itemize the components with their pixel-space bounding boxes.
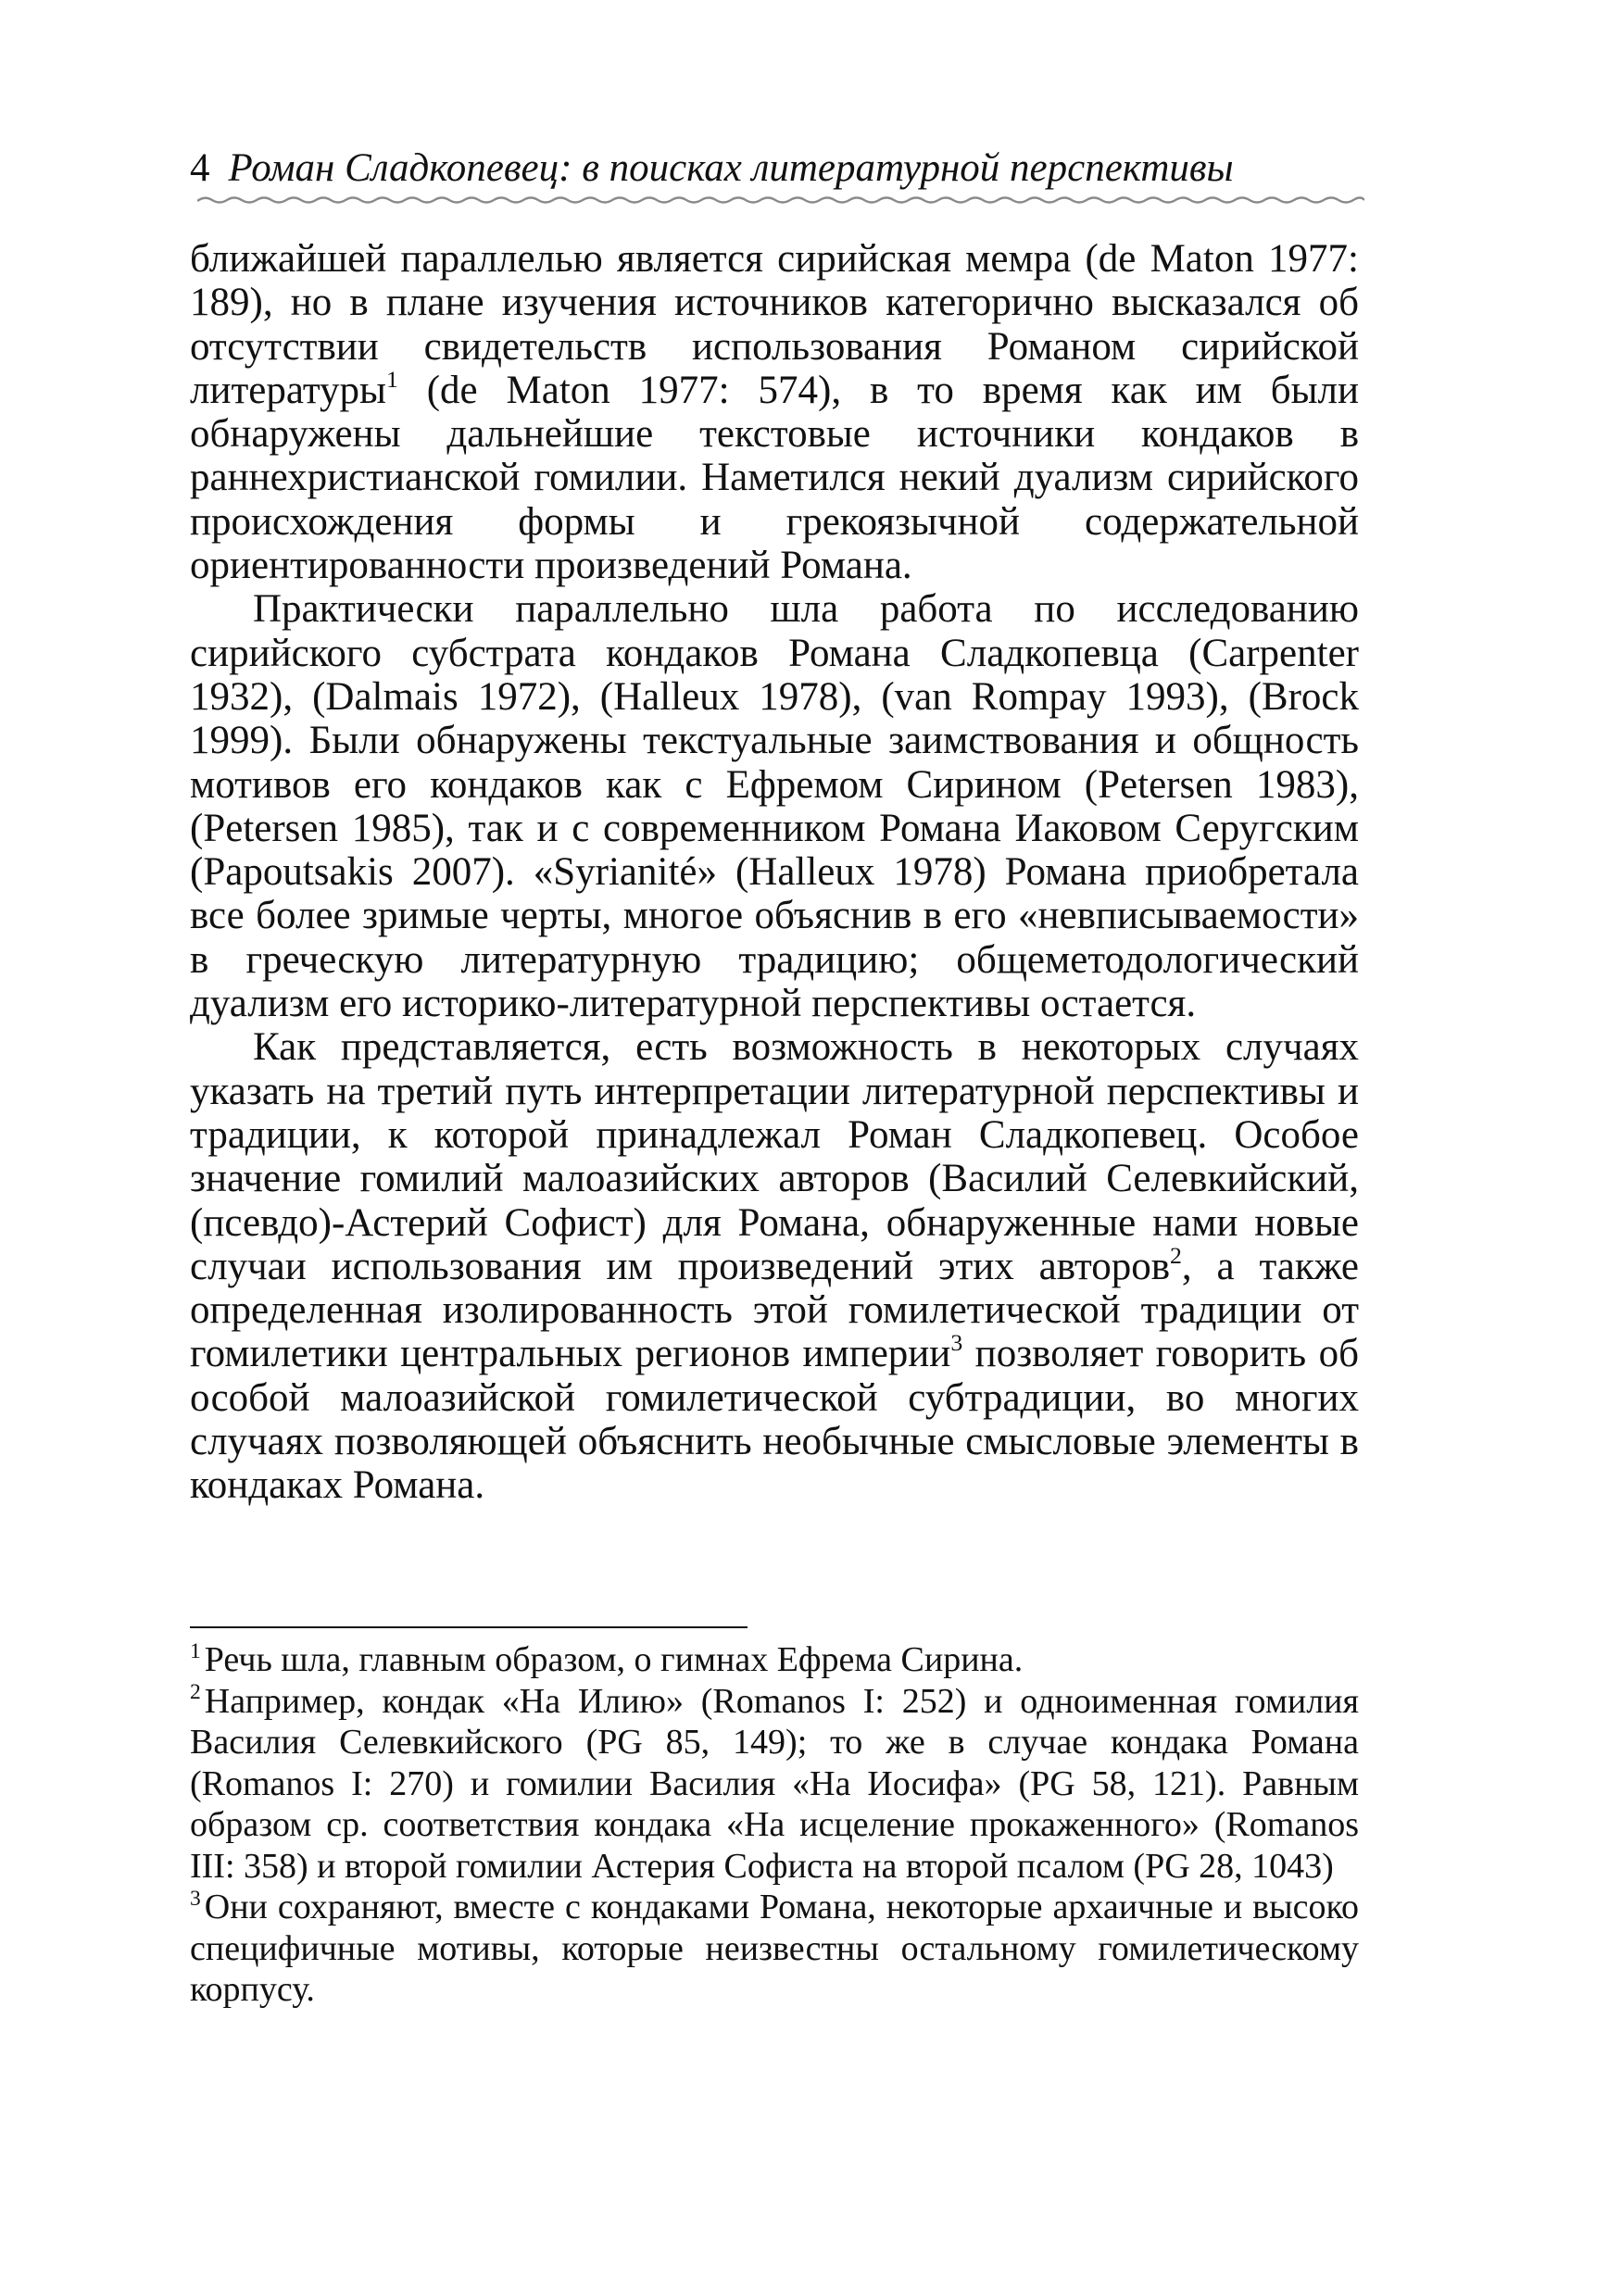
footnotes (190, 1639, 1359, 2011)
footnote-1-number: 1 (190, 1638, 201, 1663)
footnote-3-number: 3 (190, 1886, 201, 1911)
footnote-2 (190, 1681, 1359, 1888)
paragraph-3-part-c: позволяет говорить об особой малоазийской гомилетической субтрадиции, во многих случаях позволяющей объяснить необычные смысловые элементы в кондаках Романа. (190, 1332, 1359, 1508)
footnote-1-text: Речь шла, главным образом, о гимнах Ефрема Сирина. (204, 1640, 1024, 1679)
footnote-ref-2: 2 (1170, 1242, 1182, 1270)
running-header (190, 139, 1357, 198)
running-title: Роман Сладкопевец: в поисках литературной перспективы (228, 146, 1234, 190)
paragraph-1 (190, 237, 1359, 587)
footnote-separator (190, 1626, 748, 1628)
header-ornament-rule (197, 193, 1364, 207)
paragraph-3 (190, 1025, 1359, 1507)
footnote-ref-1: 1 (385, 366, 398, 394)
paragraph-2: Практически параллельно шла работа по исследованию сирийского субстрата кондаков Романа Сладкопевца (Carpenter 1932), (Dalmais 1972), (Halleux 1978), (van Rompay 1993), (Brock 1999). Были обнаружены текстуальные заимствования и общность мотивов его кондаков как с Ефремом Сирином (Petersen 1983), (Petersen 1985), так и с современником Романа Иаковом Серугским (Papoutsakis 2007). «Syrianité» (Halleux 1978) Романа приобретала все более зримые черты, многое объяснив в его «невписываемости» в греческую литературную традицию; общеметодологический дуализм его историко-литературной перспективы остается. (190, 587, 1359, 1026)
paragraph-3-part-a: Как представляется, есть возможность в некоторых случаях указать на третий путь интерпретации литературной перспективы и традиции, к которой принадлежал Роман Сладкопевец. Особое значение гомилий малоазийских авторов (Василий Селевкийский, (псевдо)-Астерий Софист) для Романа, обнаруженные нами новые случаи использования им произведений этих авторов (190, 1025, 1359, 1288)
footnote-2-text: Например, кондак «На Илию» (Romanos I: 252) и одноименная гомилия Василия Селевкийского (PG 85, 149); то же в случае кондака Романа (Romanos I: 270) и гомилии Василия «На Иосифа» (PG 58, 121). Равным образом ср. соответствия кондака «На исцеление прокаженного» (Romanos III: 358) и второй гомилии Астерия Софиста на второй псалом (PG 28, 1043) (190, 1681, 1359, 1886)
paragraph-1-part-b: (de Maton 1977: 574), в то время как им были обнаружены дальнейшие текстовые источники кондаков в раннехристианской гомилии. Наметился некий дуализм сирийского происхождения формы и грекоязычной содержательной ориентированности произведений Романа. (190, 368, 1359, 588)
main-text (190, 237, 1359, 1508)
footnote-1 (190, 1639, 1359, 1681)
paragraph-1-part-a: ближайшей параллелью является сирийская мемра (de Maton 1977: 189), но в плане изучения источников категорично высказался об отсутствии свидетельств использования Романом сирийской литературы (190, 237, 1359, 412)
footnote-2-number: 2 (190, 1680, 201, 1705)
paragraph-3-part-b: , а также определенная изолированность этой гомилетической традиции от гомилетики центральных регионов империи (190, 1244, 1360, 1376)
footnote-3 (190, 1887, 1359, 2011)
footnote-3-text: Они сохраняют, вместе с кондаками Романа, некоторые архаичные и высоко специфичные мотивы, которые неизвестны остальному гомилетическому корпусу. (190, 1888, 1359, 2009)
page-number: 4 (190, 146, 210, 190)
footnote-ref-3: 3 (950, 1329, 963, 1357)
